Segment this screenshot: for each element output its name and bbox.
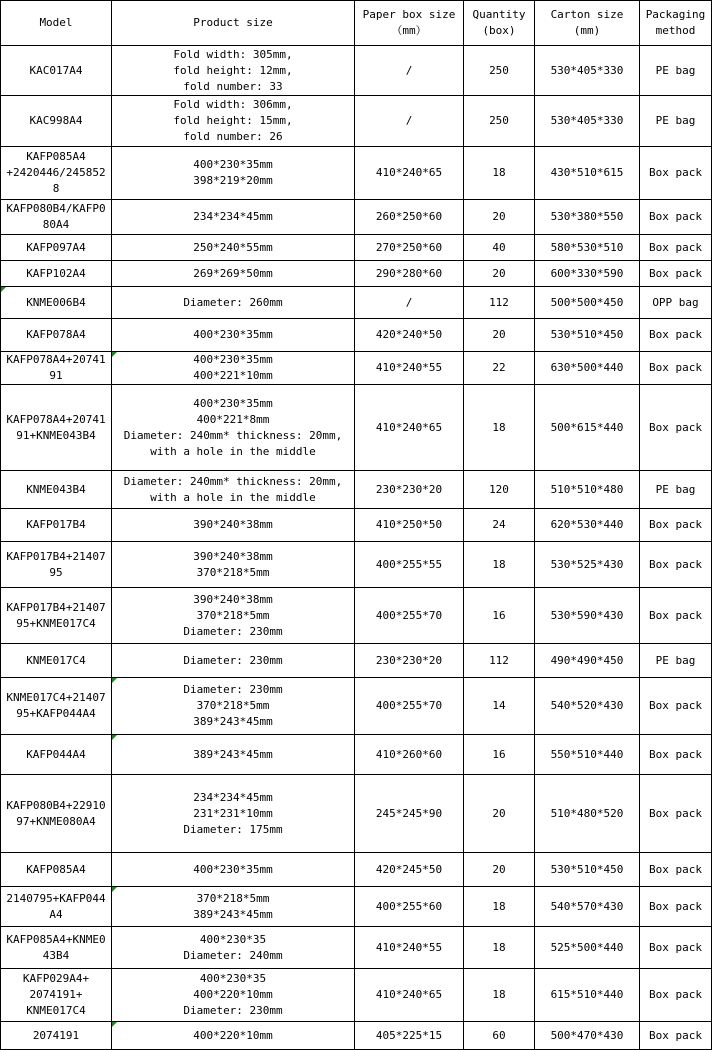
cell-product-size: 234*234*45mm: [112, 200, 355, 235]
cell-packaging-method: Box pack: [640, 588, 712, 644]
cell-model: KNME043B4: [1, 471, 112, 509]
cell-packaging-method: Box pack: [640, 887, 712, 927]
cell-carton-size: 620*530*440: [535, 509, 640, 542]
cell-quantity: 20: [464, 200, 535, 235]
cell-paper-box-size: 400*255*60: [355, 887, 464, 927]
cell-paper-box-size: 290*280*60: [355, 261, 464, 287]
cell-carton-size: 490*490*450: [535, 644, 640, 678]
cell-carton-size: 540*570*430: [535, 887, 640, 927]
cell-packaging-method: PE bag: [640, 471, 712, 509]
cell-paper-box-size: 260*250*60: [355, 200, 464, 235]
cell-carton-size: 600*330*590: [535, 261, 640, 287]
cell-packaging-method: Box pack: [640, 678, 712, 735]
cell-carton-size: 550*510*440: [535, 735, 640, 775]
cell-product-size: 400*220*10mm: [112, 1022, 355, 1050]
table-row: [1, 927, 712, 969]
cell-model: KAFP044A4: [1, 735, 112, 775]
cell-quantity: 22: [464, 352, 535, 385]
cell-carton-size: 500*615*440: [535, 385, 640, 471]
cell-carton-size: 580*530*510: [535, 235, 640, 261]
cell-product-size: 370*218*5mm 389*243*45mm: [112, 887, 355, 927]
cell-paper-box-size: 400*255*55: [355, 542, 464, 588]
cell-packaging-method: Box pack: [640, 385, 712, 471]
cell-paper-box-size: /: [355, 46, 464, 96]
header-product-size: Product size: [112, 1, 355, 46]
cell-model: KAFP085A4: [1, 853, 112, 887]
cell-packaging-method: Box pack: [640, 509, 712, 542]
cell-packaging-method: Box pack: [640, 319, 712, 352]
table-row: [1, 319, 712, 352]
cell-paper-box-size: 410*240*65: [355, 969, 464, 1022]
cell-carton-size: 530*380*550: [535, 200, 640, 235]
cell-quantity: 20: [464, 853, 535, 887]
cell-model: KAFP085A4 +2420446/245852 8: [1, 147, 112, 200]
cell-paper-box-size: 420*240*50: [355, 319, 464, 352]
table-row: [1, 235, 712, 261]
cell-quantity: 40: [464, 235, 535, 261]
cell-quantity: 112: [464, 287, 535, 319]
cell-product-size: 269*269*50mm: [112, 261, 355, 287]
cell-quantity: 250: [464, 96, 535, 147]
cell-model: 2140795+KAFP044 A4: [1, 887, 112, 927]
table-row: [1, 887, 712, 927]
cell-packaging-method: Box pack: [640, 1022, 712, 1050]
cell-paper-box-size: 400*255*70: [355, 588, 464, 644]
cell-packaging-method: OPP bag: [640, 287, 712, 319]
table-row: [1, 96, 712, 147]
cell-paper-box-size: 410*240*55: [355, 927, 464, 969]
cell-quantity: 20: [464, 775, 535, 853]
cell-carton-size: 540*520*430: [535, 678, 640, 735]
cell-quantity: 18: [464, 969, 535, 1022]
cell-product-size: 234*234*45mm 231*231*10mm Diameter: 175mm: [112, 775, 355, 853]
header-paper-box-size: Paper box size （mm）: [355, 1, 464, 46]
cell-paper-box-size: /: [355, 96, 464, 147]
cell-carton-size: 430*510*615: [535, 147, 640, 200]
cell-product-size: 400*230*35mm: [112, 853, 355, 887]
cell-product-size: 390*240*38mm 370*218*5mm Diameter: 230mm: [112, 588, 355, 644]
cell-model: KAFP078A4: [1, 319, 112, 352]
cell-quantity: 60: [464, 1022, 535, 1050]
cell-quantity: 120: [464, 471, 535, 509]
cell-quantity: 112: [464, 644, 535, 678]
table-row: [1, 287, 712, 319]
cell-packaging-method: PE bag: [640, 46, 712, 96]
cell-packaging-method: Box pack: [640, 969, 712, 1022]
table-row: [1, 471, 712, 509]
header-carton-size: Carton size (mm): [535, 1, 640, 46]
cell-carton-size: 525*500*440: [535, 927, 640, 969]
cell-product-size: 400*230*35mm 400*221*10mm: [112, 352, 355, 385]
cell-quantity: 24: [464, 509, 535, 542]
cell-paper-box-size: 410*240*55: [355, 352, 464, 385]
cell-model: KAFP080B4+22910 97+KNME080A4: [1, 775, 112, 853]
cell-product-size: Diameter: 240mm* thickness: 20mm, with a hole in the middle: [112, 471, 355, 509]
cell-paper-box-size: 405*225*15: [355, 1022, 464, 1050]
header-row: [1, 1, 712, 46]
cell-carton-size: 615*510*440: [535, 969, 640, 1022]
cell-packaging-method: Box pack: [640, 927, 712, 969]
cell-paper-box-size: 230*230*20: [355, 644, 464, 678]
table-row: [1, 775, 712, 853]
cell-carton-size: 530*510*450: [535, 319, 640, 352]
cell-carton-size: 630*500*440: [535, 352, 640, 385]
cell-model: 2074191: [1, 1022, 112, 1050]
table-row: [1, 200, 712, 235]
header-model: Model: [1, 1, 112, 46]
table-body: [1, 46, 712, 1050]
cell-product-size: 250*240*55mm: [112, 235, 355, 261]
cell-packaging-method: Box pack: [640, 775, 712, 853]
cell-model: KAFP080B4/KAFP0 80A4: [1, 200, 112, 235]
cell-product-size: Diameter: 260mm: [112, 287, 355, 319]
cell-model: KAFP085A4+KNME0 43B4: [1, 927, 112, 969]
cell-quantity: 16: [464, 588, 535, 644]
cell-model: KNME006B4: [1, 287, 112, 319]
cell-paper-box-size: 410*240*65: [355, 147, 464, 200]
cell-paper-box-size: 270*250*60: [355, 235, 464, 261]
cell-model: KAC998A4: [1, 96, 112, 147]
cell-paper-box-size: /: [355, 287, 464, 319]
cell-packaging-method: Box pack: [640, 735, 712, 775]
table-row: [1, 588, 712, 644]
table-row: [1, 678, 712, 735]
cell-model: KAFP078A4+20741 91+KNME043B4: [1, 385, 112, 471]
cell-paper-box-size: 400*255*70: [355, 678, 464, 735]
cell-model: KAFP029A4+ 2074191+ KNME017C4: [1, 969, 112, 1022]
cell-product-size: Diameter: 230mm 370*218*5mm 389*243*45mm: [112, 678, 355, 735]
cell-product-size: Diameter: 230mm: [112, 644, 355, 678]
cell-quantity: 18: [464, 147, 535, 200]
cell-model: KAFP102A4: [1, 261, 112, 287]
cell-quantity: 18: [464, 887, 535, 927]
cell-quantity: 18: [464, 927, 535, 969]
cell-paper-box-size: 410*250*50: [355, 509, 464, 542]
cell-quantity: 20: [464, 319, 535, 352]
cell-paper-box-size: 230*230*20: [355, 471, 464, 509]
cell-model: KAFP097A4: [1, 235, 112, 261]
table-row: [1, 385, 712, 471]
cell-packaging-method: PE bag: [640, 644, 712, 678]
table-row: [1, 542, 712, 588]
table-row: [1, 261, 712, 287]
cell-carton-size: 530*510*450: [535, 853, 640, 887]
cell-product-size: 400*230*35 Diameter: 240mm: [112, 927, 355, 969]
cell-packaging-method: Box pack: [640, 261, 712, 287]
cell-packaging-method: PE bag: [640, 96, 712, 147]
cell-paper-box-size: 410*260*60: [355, 735, 464, 775]
cell-quantity: 20: [464, 261, 535, 287]
cell-carton-size: 500*470*430: [535, 1022, 640, 1050]
cell-quantity: 16: [464, 735, 535, 775]
cell-quantity: 18: [464, 542, 535, 588]
table-row: [1, 969, 712, 1022]
cell-carton-size: 530*405*330: [535, 96, 640, 147]
cell-product-size: 390*240*38mm 370*218*5mm: [112, 542, 355, 588]
cell-packaging-method: Box pack: [640, 235, 712, 261]
table-row: [1, 509, 712, 542]
cell-quantity: 18: [464, 385, 535, 471]
cell-packaging-method: Box pack: [640, 853, 712, 887]
cell-packaging-method: Box pack: [640, 200, 712, 235]
cell-carton-size: 500*500*450: [535, 287, 640, 319]
cell-product-size: 400*230*35mm 398*219*20mm: [112, 147, 355, 200]
cell-paper-box-size: 410*240*65: [355, 385, 464, 471]
cell-product-size: Fold width: 306mm, fold height: 15mm, fold number: 26: [112, 96, 355, 147]
cell-model: KAC017A4: [1, 46, 112, 96]
cell-model: KAFP078A4+20741 91: [1, 352, 112, 385]
cell-product-size: 400*230*35mm 400*221*8mm Diameter: 240mm* thickness: 20mm, with a hole in the middle: [112, 385, 355, 471]
table-row: [1, 853, 712, 887]
table-row: [1, 735, 712, 775]
table-row: [1, 147, 712, 200]
cell-carton-size: 530*525*430: [535, 542, 640, 588]
table-row: [1, 644, 712, 678]
cell-carton-size: 510*480*520: [535, 775, 640, 853]
cell-packaging-method: Box pack: [640, 352, 712, 385]
cell-product-size: 389*243*45mm: [112, 735, 355, 775]
cell-packaging-method: Box pack: [640, 147, 712, 200]
cell-model: KNME017C4: [1, 644, 112, 678]
header-packaging-method: Packaging method: [640, 1, 712, 46]
cell-packaging-method: Box pack: [640, 542, 712, 588]
cell-product-size: 400*230*35mm: [112, 319, 355, 352]
cell-model: KAFP017B4+21407 95+KNME017C4: [1, 588, 112, 644]
cell-product-size: 400*230*35 400*220*10mm Diameter: 230mm: [112, 969, 355, 1022]
cell-carton-size: 530*590*430: [535, 588, 640, 644]
cell-model: KAFP017B4+21407 95: [1, 542, 112, 588]
cell-product-size: Fold width: 305mm, fold height: 12mm, fold number: 33: [112, 46, 355, 96]
cell-quantity: 14: [464, 678, 535, 735]
cell-model: KAFP017B4: [1, 509, 112, 542]
table-row: [1, 46, 712, 96]
cell-model: KNME017C4+21407 95+KAFP044A4: [1, 678, 112, 735]
cell-paper-box-size: 245*245*90: [355, 775, 464, 853]
cell-paper-box-size: 420*245*50: [355, 853, 464, 887]
cell-product-size: 390*240*38mm: [112, 509, 355, 542]
header-quantity: Quantity (box): [464, 1, 535, 46]
cell-quantity: 250: [464, 46, 535, 96]
cell-carton-size: 510*510*480: [535, 471, 640, 509]
table-row: [1, 352, 712, 385]
table-row: [1, 1022, 712, 1050]
cell-carton-size: 530*405*330: [535, 46, 640, 96]
